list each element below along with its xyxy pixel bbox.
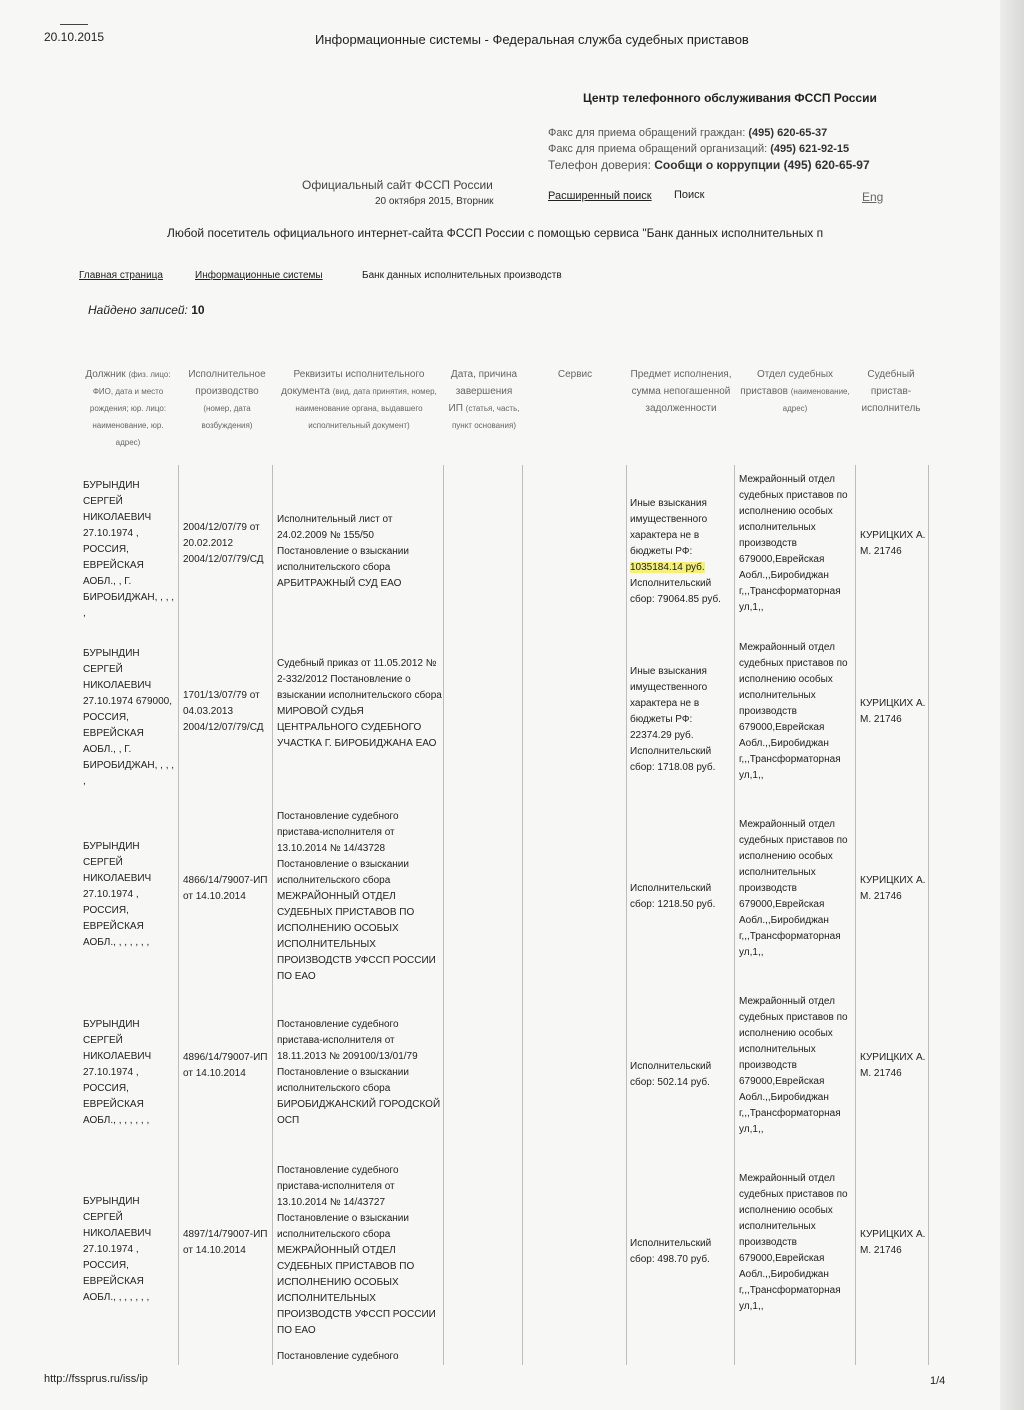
col-header-document-title: Реквизиты исполнительного документа: [281, 369, 425, 397]
top-rule: [60, 24, 88, 25]
department-cell: Межрайонный отдел судебных приставов по исполнению особых исполнительных производств 679000,Еврейская Аобл.,,Биробиджан г,,,Трансформаторная ул,1,,: [739, 642, 848, 781]
print-date: 20.10.2015: [44, 30, 105, 44]
fax-orgs-value: (495) 621-92-15: [770, 143, 850, 155]
col-header-proceeding-title: Исполнительное производство: [188, 369, 266, 397]
col-header-department-sub: (наименование, адрес): [782, 387, 850, 413]
column-divider: [928, 465, 929, 1365]
col-header-subject-title: Предмет исполнения, сумма непогашенной задолженности: [630, 369, 732, 414]
document-cell: Постановление судебного пристава-исполнителя от 18.11.2013 № 209100/13/01/79 Постановление о взыскании исполнительского сбора БИРОБИДЖАНСКИЙ ГОРОДСКОЙ ОСП: [277, 1019, 441, 1126]
subject-cell: [630, 496, 730, 608]
trust-action-link[interactable]: Сообщи о коррупции: [654, 158, 781, 172]
subject-cell: Исполнительский сбор: 498.70 руб.: [630, 1238, 712, 1265]
col-header-department: [740, 366, 850, 417]
col-header-end-date-sub: (статья, часть, пункт основания): [451, 404, 520, 430]
col-header-proceeding-sub: (номер, дата возбуждения): [201, 404, 253, 430]
department-cell: Межрайонный отдел судебных приставов по исполнению особых исполнительных производств 679000,Еврейская Аобл.,,Биробиджан г,,,Трансформаторная ул,1,,: [739, 474, 848, 613]
fax-citizens-value: (495) 620-65-37: [748, 127, 828, 139]
department-cell: Межрайонный отдел судебных приставов по исполнению особых исполнительных производств 679000,Еврейская Аобл.,,Биробиджан г,,,Трансформаторная ул,1,,: [739, 996, 848, 1135]
subject-cell: Исполнительский сбор: 502.14 руб.: [630, 1061, 712, 1088]
debtor-cell: БУРЫНДИН СЕРГЕЙ НИКОЛАЕВИЧ 27.10.1974 , РОССИЯ, ЕВРЕЙСКАЯ АОБЛ., , , , , , ,: [83, 1196, 152, 1303]
found-records: [88, 303, 205, 317]
fax-citizens-label: Факс для приема обращений граждан:: [548, 127, 746, 139]
department-cell: Межрайонный отдел судебных приставов по исполнению особых исполнительных производств 679000,Еврейская Аобл.,,Биробиджан г,,,Трансформаторная ул,1,,: [739, 819, 848, 958]
debtor-cell: БУРЫНДИН СЕРГЕЙ НИКОЛАЕВИЧ 27.10.1974 , РОССИЯ, ЕВРЕЙСКАЯ АОБЛ., , Г. БИРОБИДЖАН, , , , ,: [83, 480, 175, 619]
column-divider: [626, 465, 627, 1365]
subject-fee: Исполнительский сбор: 79064.85 руб.: [630, 578, 721, 605]
col-header-end-date: [448, 366, 520, 434]
footer-page-number: 1/4: [930, 1375, 946, 1387]
col-header-debtor-sub: (физ. лицо: ФИО, дата и место рождения; юр. лицо: наименование, юр. адрес): [89, 370, 171, 447]
subject-text: Иные взыскания имущественного характера не в бюджеты РФ:: [630, 498, 708, 557]
col-header-bailiff: [856, 366, 926, 417]
bailiff-cell: КУРИЦКИХ А. М. 21746: [860, 875, 926, 902]
print-title: Информационные системы - Федеральная служба судебных приставов: [315, 32, 749, 47]
language-link[interactable]: Eng: [862, 190, 884, 204]
col-header-service: [530, 366, 620, 383]
col-header-end-date-title: Дата, причина завершения ИП: [448, 369, 518, 414]
proceeding-cell: 4897/14/79007-ИП от 14.10.2014: [183, 1229, 268, 1256]
bailiff-cell: КУРИЦКИХ А. М. 21746: [860, 1052, 926, 1079]
found-count: 10: [191, 303, 205, 317]
document-cell: Исполнительный лист от 24.02.2009 № 155/50 Постановление о взыскании исполнительского сбора АРБИТРАЖНЫЙ СУД ЕАО: [277, 514, 409, 589]
fax-orgs-label: Факс для приема обращений организаций:: [548, 143, 768, 155]
bailiff-cell: КУРИЦКИХ А. М. 21746: [860, 698, 926, 725]
col-header-debtor-title: Должник: [85, 369, 126, 380]
proceeding-cell: 4866/14/79007-ИП от 14.10.2014: [183, 875, 268, 902]
breadcrumb-current: Банк данных исполнительных производств: [362, 270, 562, 281]
breadcrumb-home[interactable]: Главная страница: [79, 270, 163, 281]
col-header-subject: [628, 366, 734, 417]
subject-cell: Иные взыскания имущественного характера не в бюджеты РФ: 22374.29 руб. Исполнительский сбор: 1718.08 руб.: [630, 666, 716, 773]
site-date: 20 октября 2015, Вторник: [375, 196, 494, 207]
col-header-document: [280, 366, 438, 434]
column-divider: [522, 465, 523, 1365]
col-header-bailiff-title: Судебный пристав-исполнитель: [861, 369, 921, 414]
proceeding-cell: 2004/12/07/79 от 20.02.2012 2004/12/07/79/СД: [183, 522, 264, 565]
col-header-proceeding: [180, 366, 274, 434]
search-link[interactable]: Поиск: [674, 189, 705, 201]
contacts-block: [548, 125, 870, 173]
column-divider: [734, 465, 735, 1365]
subject-cell: Исполнительский сбор: 1218.50 руб.: [630, 883, 716, 910]
call-center-title: Центр телефонного обслуживания ФССП России: [583, 91, 877, 105]
trust-phone: (495) 620-65-97: [783, 158, 870, 172]
column-divider: [443, 465, 444, 1365]
document-cell: Постановление судебного: [277, 1351, 399, 1362]
found-label: Найдено записей:: [88, 303, 188, 317]
debtor-cell: БУРЫНДИН СЕРГЕЙ НИКОЛАЕВИЧ 27.10.1974 , РОССИЯ, ЕВРЕЙСКАЯ АОБЛ., , , , , , ,: [83, 1019, 152, 1126]
debtor-cell: БУРЫНДИН СЕРГЕЙ НИКОЛАЕВИЧ 27.10.1974 , РОССИЯ, ЕВРЕЙСКАЯ АОБЛ., , , , , , ,: [83, 841, 152, 948]
col-header-document-sub: (вид, дата принятия, номер, наименование органа, выдавшего исполнительный документ): [295, 387, 437, 430]
col-header-service-title: Сервис: [557, 369, 593, 380]
highlighted-amount: 1035184.14 руб.: [630, 562, 705, 573]
info-banner: Любой посетитель официального интернет-сайта ФССП России с помощью сервиса "Банк данных исполнительных п: [167, 226, 824, 240]
breadcrumb-info-systems[interactable]: Информационные системы: [195, 270, 323, 281]
footer-url: http://fssprus.ru/iss/ip: [44, 1373, 148, 1385]
column-divider: [178, 465, 179, 1365]
bailiff-cell: КУРИЦКИХ А. М. 21746: [860, 1229, 926, 1256]
page-edge-shadow: [1000, 0, 1024, 1410]
col-header-debtor: [80, 366, 176, 451]
proceeding-cell: 4896/14/79007-ИП от 14.10.2014: [183, 1052, 268, 1079]
advanced-search-link[interactable]: Расширенный поиск: [548, 190, 652, 202]
site-name: Официальный сайт ФССП России: [302, 178, 493, 192]
col-header-department-title: Отдел судебных приставов: [740, 369, 834, 397]
trust-label: Телефон доверия:: [548, 158, 651, 172]
proceeding-cell: 1701/13/07/79 от 04.03.2013 2004/12/07/79/СД: [183, 690, 264, 733]
debtor-cell: БУРЫНДИН СЕРГЕЙ НИКОЛАЕВИЧ 27.10.1974 679000, РОССИЯ, ЕВРЕЙСКАЯ АОБЛ., , Г. БИРОБИДЖАН, , , , ,: [83, 648, 175, 787]
department-cell: Межрайонный отдел судебных приставов по исполнению особых исполнительных производств 679000,Еврейская Аобл.,,Биробиджан г,,,Трансформаторная ул,1,,: [739, 1173, 848, 1312]
document-cell: Постановление судебного пристава-исполнителя от 13.10.2014 № 14/43727 Постановление о взыскании исполнительского сбора МЕЖРАЙОННЫЙ ОТДЕЛ СУДЕБНЫХ ПРИСТАВОВ ПО ИСПОЛНЕНИЮ ОСОБЫХ ИСПОЛНИТЕЛЬНЫХ ПРОИЗВОДСТВ УФССП РОССИИ ПО ЕАО: [277, 1165, 436, 1336]
document-cell: Судебный приказ от 11.05.2012 № 2-332/2012 Постановление о взыскании исполнительского сбора МИРОВОЙ СУДЬЯ ЦЕНТРАЛЬНОГО СУДЕБНОГО УЧАСТКА Г. БИРОБИДЖАНА ЕАО: [277, 658, 442, 749]
document-cell: Постановление судебного пристава-исполнителя от 13.10.2014 № 14/43728 Постановление о взыскании исполнительского сбора МЕЖРАЙОННЫЙ ОТДЕЛ СУДЕБНЫХ ПРИСТАВОВ ПО ИСПОЛНЕНИЮ ОСОБЫХ ИСПОЛНИТЕЛЬНЫХ ПРОИЗВОДСТВ УФССП РОССИИ ПО ЕАО: [277, 811, 436, 982]
bailiff-cell: КУРИЦКИХ А. М. 21746: [860, 530, 926, 557]
